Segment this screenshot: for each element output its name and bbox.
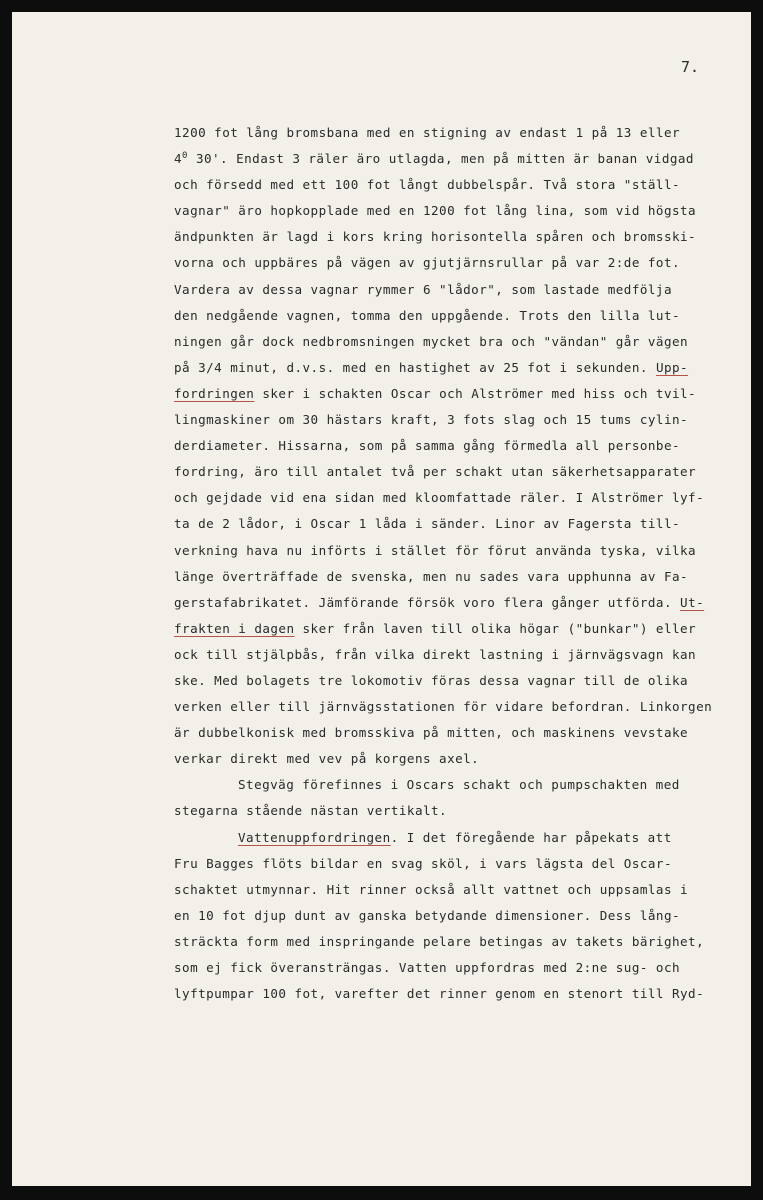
text-line [174,590,734,616]
text-line [174,381,734,407]
line-text: och gejdade vid ena sidan med kloomfattade räler. I Alströmer lyf- [174,490,705,506]
line-text: som ej fick överansträngas. Vatten uppfordras med 2:ne sug- och [174,960,681,975]
line-text: på 3/4 minut, d.v.s. med en hastighet av 25 fot i sekunden. [174,359,656,375]
text-line [174,459,734,485]
text-line [174,668,734,694]
text-line [174,694,734,720]
line-text: ske. Med bolagets tre lokomotiv föras dessa vagnar till de olika [174,672,689,688]
line-text: lyftpumpar 100 fot, varefter det rinner genom en stenort till Ryd- [174,986,705,1002]
document-page [12,12,751,1186]
text-line [174,120,734,146]
text-line [174,485,734,511]
text-line [174,303,734,329]
text-line [174,981,734,1007]
text-line [174,720,734,746]
text-line [174,798,734,824]
text-line [174,772,734,798]
text-line [174,616,734,642]
text-line [174,642,734,668]
line-text: stegarna stående nästan vertikalt. [174,803,448,819]
line-text: 4 [174,151,183,167]
line-text: lingmaskiner om 30 hästars kraft, 3 fots slag och 15 tums cylin- [174,412,689,428]
line-text: och försedd med ett 100 fot långt dubbelspår. Två stora "ställ- [174,177,681,193]
text-line [174,511,734,537]
line-text: ta de 2 lådor, i Oscar 1 låda i sänder. Linor av Fagersta till- [174,516,681,532]
line-text: 30'. Endast 3 räler äro utlagda, men på mitten är banan vidgad [187,151,694,167]
text-line [174,903,734,929]
text-line [174,224,734,250]
line-text: länge överträffade de svenska, men nu sades vara upphunna av Fa- [174,568,689,584]
underlined-heading: Upp- [655,359,689,375]
line-text: Fru Bagges flöts bildar en svag sköl, i vars lägsta del Oscar- [174,855,672,871]
text-line [174,146,734,172]
line-text: 1200 fot lång bromsbana med en stigning av endast 1 på 13 eller [174,125,681,140]
underlined-heading: Ut- [680,594,705,610]
text-line [174,355,734,381]
line-text: vorna och uppbäres på vägen av gjutjärnsrullar på var 2:de fot. [174,255,681,271]
line-text: sker i schakten Oscar och Alströmer med hiss och tvil- [254,385,697,401]
page-number: 7. [680,58,699,76]
body-text [174,120,734,1007]
line-text: derdiameter. Hissarna, som på samma gång förmedla all personbe- [174,438,681,454]
line-text: Stegväg förefinnes i Oscars schakt och pumpschakten med [238,777,680,793]
text-line [174,172,734,198]
text-line [174,851,734,877]
line-text: ock till stjälpbås, från vilka direkt lastning i järnvägsvagn kan [174,646,697,662]
line-text: Vardera av dessa vagnar rymmer 6 "lådor", som lastade medfölja [174,281,672,297]
text-line [174,538,734,564]
line-text: vagnar" äro hopkopplade med en 1200 fot lång lina, som vid högsta [174,203,697,219]
line-text: ändpunkten är lagd i kors kring horisontella spåren och bromsski- [174,229,697,245]
line-text: är dubbelkonisk med bromsskiva på mitten, och maskinens vevstake [174,725,689,741]
text-line [174,433,734,459]
text-line [174,564,734,590]
underlined-heading: fordringen [174,385,255,401]
line-text: verkning hava nu införts i stället för förut använda tyska, vilka [174,542,697,558]
text-line [174,198,734,224]
line-text: verkar direkt med vev på korgens axel. [174,751,480,767]
line-text: ningen går dock nedbromsningen mycket bra och "vändan" går vägen [174,333,689,349]
line-text: schaktet utmynnar. Hit rinner också allt vattnet och uppsamlas i [174,881,689,897]
line-text: den nedgående vagnen, tomma den uppgående. Trots den lilla lut- [174,307,681,323]
superscript: 0 [182,150,188,161]
line-text: sträckta form med inspringande pelare betingas av takets bärighet, [174,933,705,949]
text-line [174,825,734,851]
text-line [174,250,734,276]
line-text: en 10 fot djup dunt av ganska betydande dimensioner. Dess lång- [174,907,681,923]
text-line [174,877,734,903]
line-text: fordring, äro till antalet två per schakt utan säkerhetsapparater [174,464,697,480]
text-line [174,277,734,303]
line-text: gerstafabrikatet. Jämförande försök voro flera gånger utförda. [174,594,681,610]
text-line [174,929,734,955]
underlined-heading: Vattenuppfordringen [238,829,391,845]
text-line [174,329,734,355]
line-text: verken eller till järnvägsstationen för vidare befordran. Linkorgen [174,699,713,715]
line-text: sker från laven till olika högar ("bunkar") eller [294,620,697,636]
underlined-heading: frakten i dagen [174,620,295,636]
text-line [174,746,734,772]
line-text: . I det föregående har påpekats att [390,829,672,845]
text-line [174,407,734,433]
text-line [174,955,734,981]
